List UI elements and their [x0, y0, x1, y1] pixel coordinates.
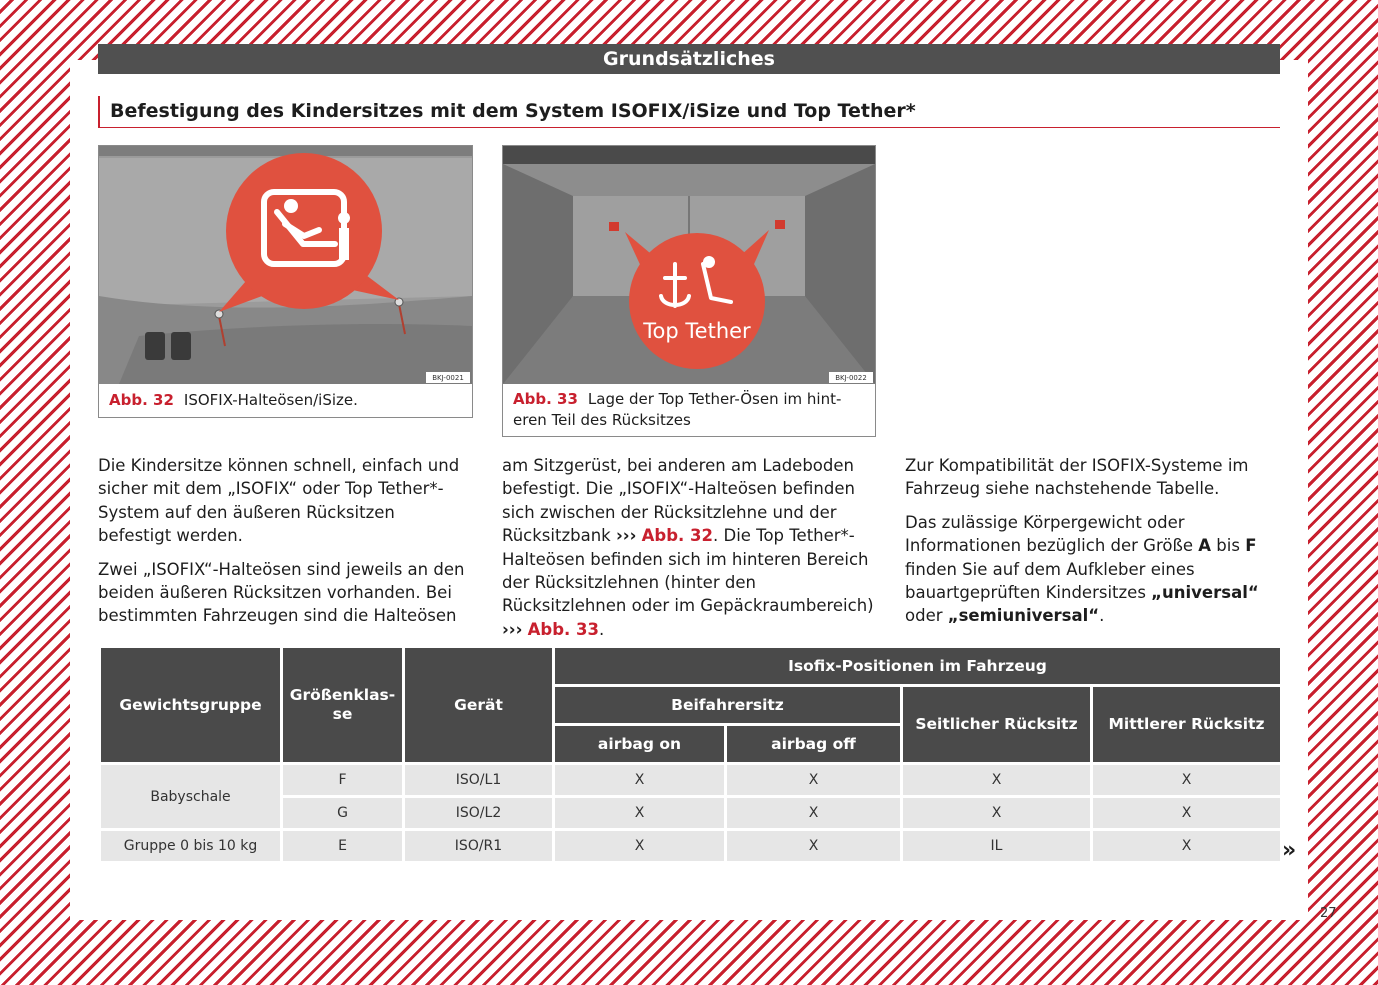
- paragraph: [905, 511, 1280, 628]
- top-tether-trunk-illustration: [503, 146, 875, 384]
- text-span: bis: [1211, 536, 1246, 556]
- figure-label: Abb. 32: [109, 391, 174, 409]
- text-span: oder: [905, 606, 948, 626]
- figure-isofix: [98, 145, 473, 418]
- section-title: Befestigung des Kindersitzes mit dem System ISOFIX/iSize und Top Tether*: [98, 96, 1280, 128]
- figure-link[interactable]: Abb. 33: [527, 619, 600, 639]
- isofix-seat-illustration: [99, 146, 472, 384]
- header-mittlerer-ruecksitz: Mittlerer Rücksitz: [1092, 686, 1282, 764]
- cell-side-seat: X: [902, 797, 1092, 830]
- cell-airbag-on: X: [554, 830, 726, 863]
- figure-caption-line2: eren Teil des Rücksitzes: [513, 411, 691, 429]
- cell-size: F: [282, 764, 404, 797]
- figure-link[interactable]: Abb. 32: [641, 526, 713, 546]
- paragraph: Zwei „ISOFIX“-Halteösen sind jeweils an den beiden äußeren Rücksitzen vorhanden. Bei bestimmten Fahrzeugen sind die Halteösen: [98, 559, 465, 626]
- cell-middle-seat: X: [1092, 830, 1282, 863]
- size-class-a: A: [1198, 536, 1212, 556]
- paragraph: Die Kindersitze können schnell, einfach und sicher mit dem „ISOFIX“ oder Top Tether*-System auf den äußeren Rücksitzen befestigt werden.: [98, 456, 460, 546]
- text-span: finden Sie auf dem Aufkleber eines bauartgeprüften Kindersitzes: [905, 559, 1195, 603]
- table-row: [100, 830, 1282, 863]
- cell-side-seat: X: [902, 764, 1092, 797]
- size-class-f: F: [1245, 536, 1257, 556]
- figure-caption: [99, 384, 472, 417]
- cell-device: ISO/L2: [404, 797, 554, 830]
- header-gewichtsgruppe: Gewichtsgruppe: [100, 647, 282, 764]
- page-number: 27: [1320, 906, 1337, 921]
- cell-size: E: [282, 830, 404, 863]
- text-column-1: [98, 454, 473, 638]
- text-column-3: [905, 454, 1280, 638]
- header-beifahrersitz: Beifahrersitz: [554, 686, 902, 725]
- cell-group: Babyschale: [100, 764, 282, 830]
- figure-code: BKJ-0021: [432, 374, 464, 382]
- text-column-2: [502, 454, 876, 651]
- cell-device: ISO/R1: [404, 830, 554, 863]
- figure-code: BKJ-0022: [835, 374, 867, 382]
- text-span: am Sitzgerüst, bei anderen am Ladeboden befestigt. Die „ISOFIX“-Halteösen befinden sich zwischen der Rücksitzlehne und der Rücksitzbank: [502, 456, 855, 546]
- header-isofix-positions: Isofix-Positionen im Fahrzeug: [554, 647, 1282, 686]
- figure-top-tether: [502, 145, 876, 437]
- figure-caption-text: ISOFIX-Halteösen/iSize.: [183, 391, 358, 409]
- cross-ref-arrow: ›››: [615, 526, 637, 546]
- figure-caption-line1: Lage der Top Tether-Ösen im hint-: [587, 390, 842, 408]
- header-geraet: Gerät: [404, 647, 554, 764]
- cell-group: Gruppe 0 bis 10 kg: [100, 830, 282, 863]
- table-row: [100, 764, 1282, 797]
- text-span: .: [599, 619, 605, 639]
- cell-airbag-off: X: [726, 764, 902, 797]
- cell-airbag-on: X: [554, 797, 726, 830]
- top-tether-badge-text: Top Tether: [643, 319, 751, 343]
- cross-ref-arrow: ›››: [502, 619, 523, 639]
- cell-size: G: [282, 797, 404, 830]
- text-span: . Die Top Tether*-Halteösen befinden sich im hinteren Bereich der Rücksitzlehnen (hinter den Rücksitzlehnen oder im Gepäckraumbereich): [502, 526, 874, 616]
- semiuniversal-term: „semiuniversal“: [947, 606, 1100, 626]
- text-span: Das zulässige Körpergewicht oder Informationen bezüglich der Größe: [905, 512, 1199, 556]
- figure-label: Abb. 33: [513, 390, 578, 408]
- header-airbag-on: airbag on: [554, 725, 726, 764]
- isofix-compatibility-table: [98, 645, 1283, 864]
- cell-device: ISO/L1: [404, 764, 554, 797]
- figure-caption: [503, 384, 875, 437]
- cell-middle-seat: X: [1092, 764, 1282, 797]
- cell-airbag-off: X: [726, 830, 902, 863]
- paragraph: [502, 454, 876, 641]
- header-seitlicher-ruecksitz: Seitlicher Rücksitz: [902, 686, 1092, 764]
- header-airbag-off: airbag off: [726, 725, 902, 764]
- text-span: .: [1099, 606, 1105, 626]
- universal-term: „universal“: [1151, 583, 1259, 603]
- continued-marker: »: [1282, 838, 1297, 863]
- cell-airbag-off: X: [726, 797, 902, 830]
- cell-airbag-on: X: [554, 764, 726, 797]
- cell-side-seat: IL: [902, 830, 1092, 863]
- header-groesse: Größenklas-se: [282, 647, 404, 764]
- cell-middle-seat: X: [1092, 797, 1282, 830]
- paragraph: Zur Kompatibilität der ISOFIX-Systeme im Fahrzeug siehe nachstehende Tabelle.: [905, 456, 1249, 499]
- chapter-header: Grundsätzliches: [98, 44, 1280, 74]
